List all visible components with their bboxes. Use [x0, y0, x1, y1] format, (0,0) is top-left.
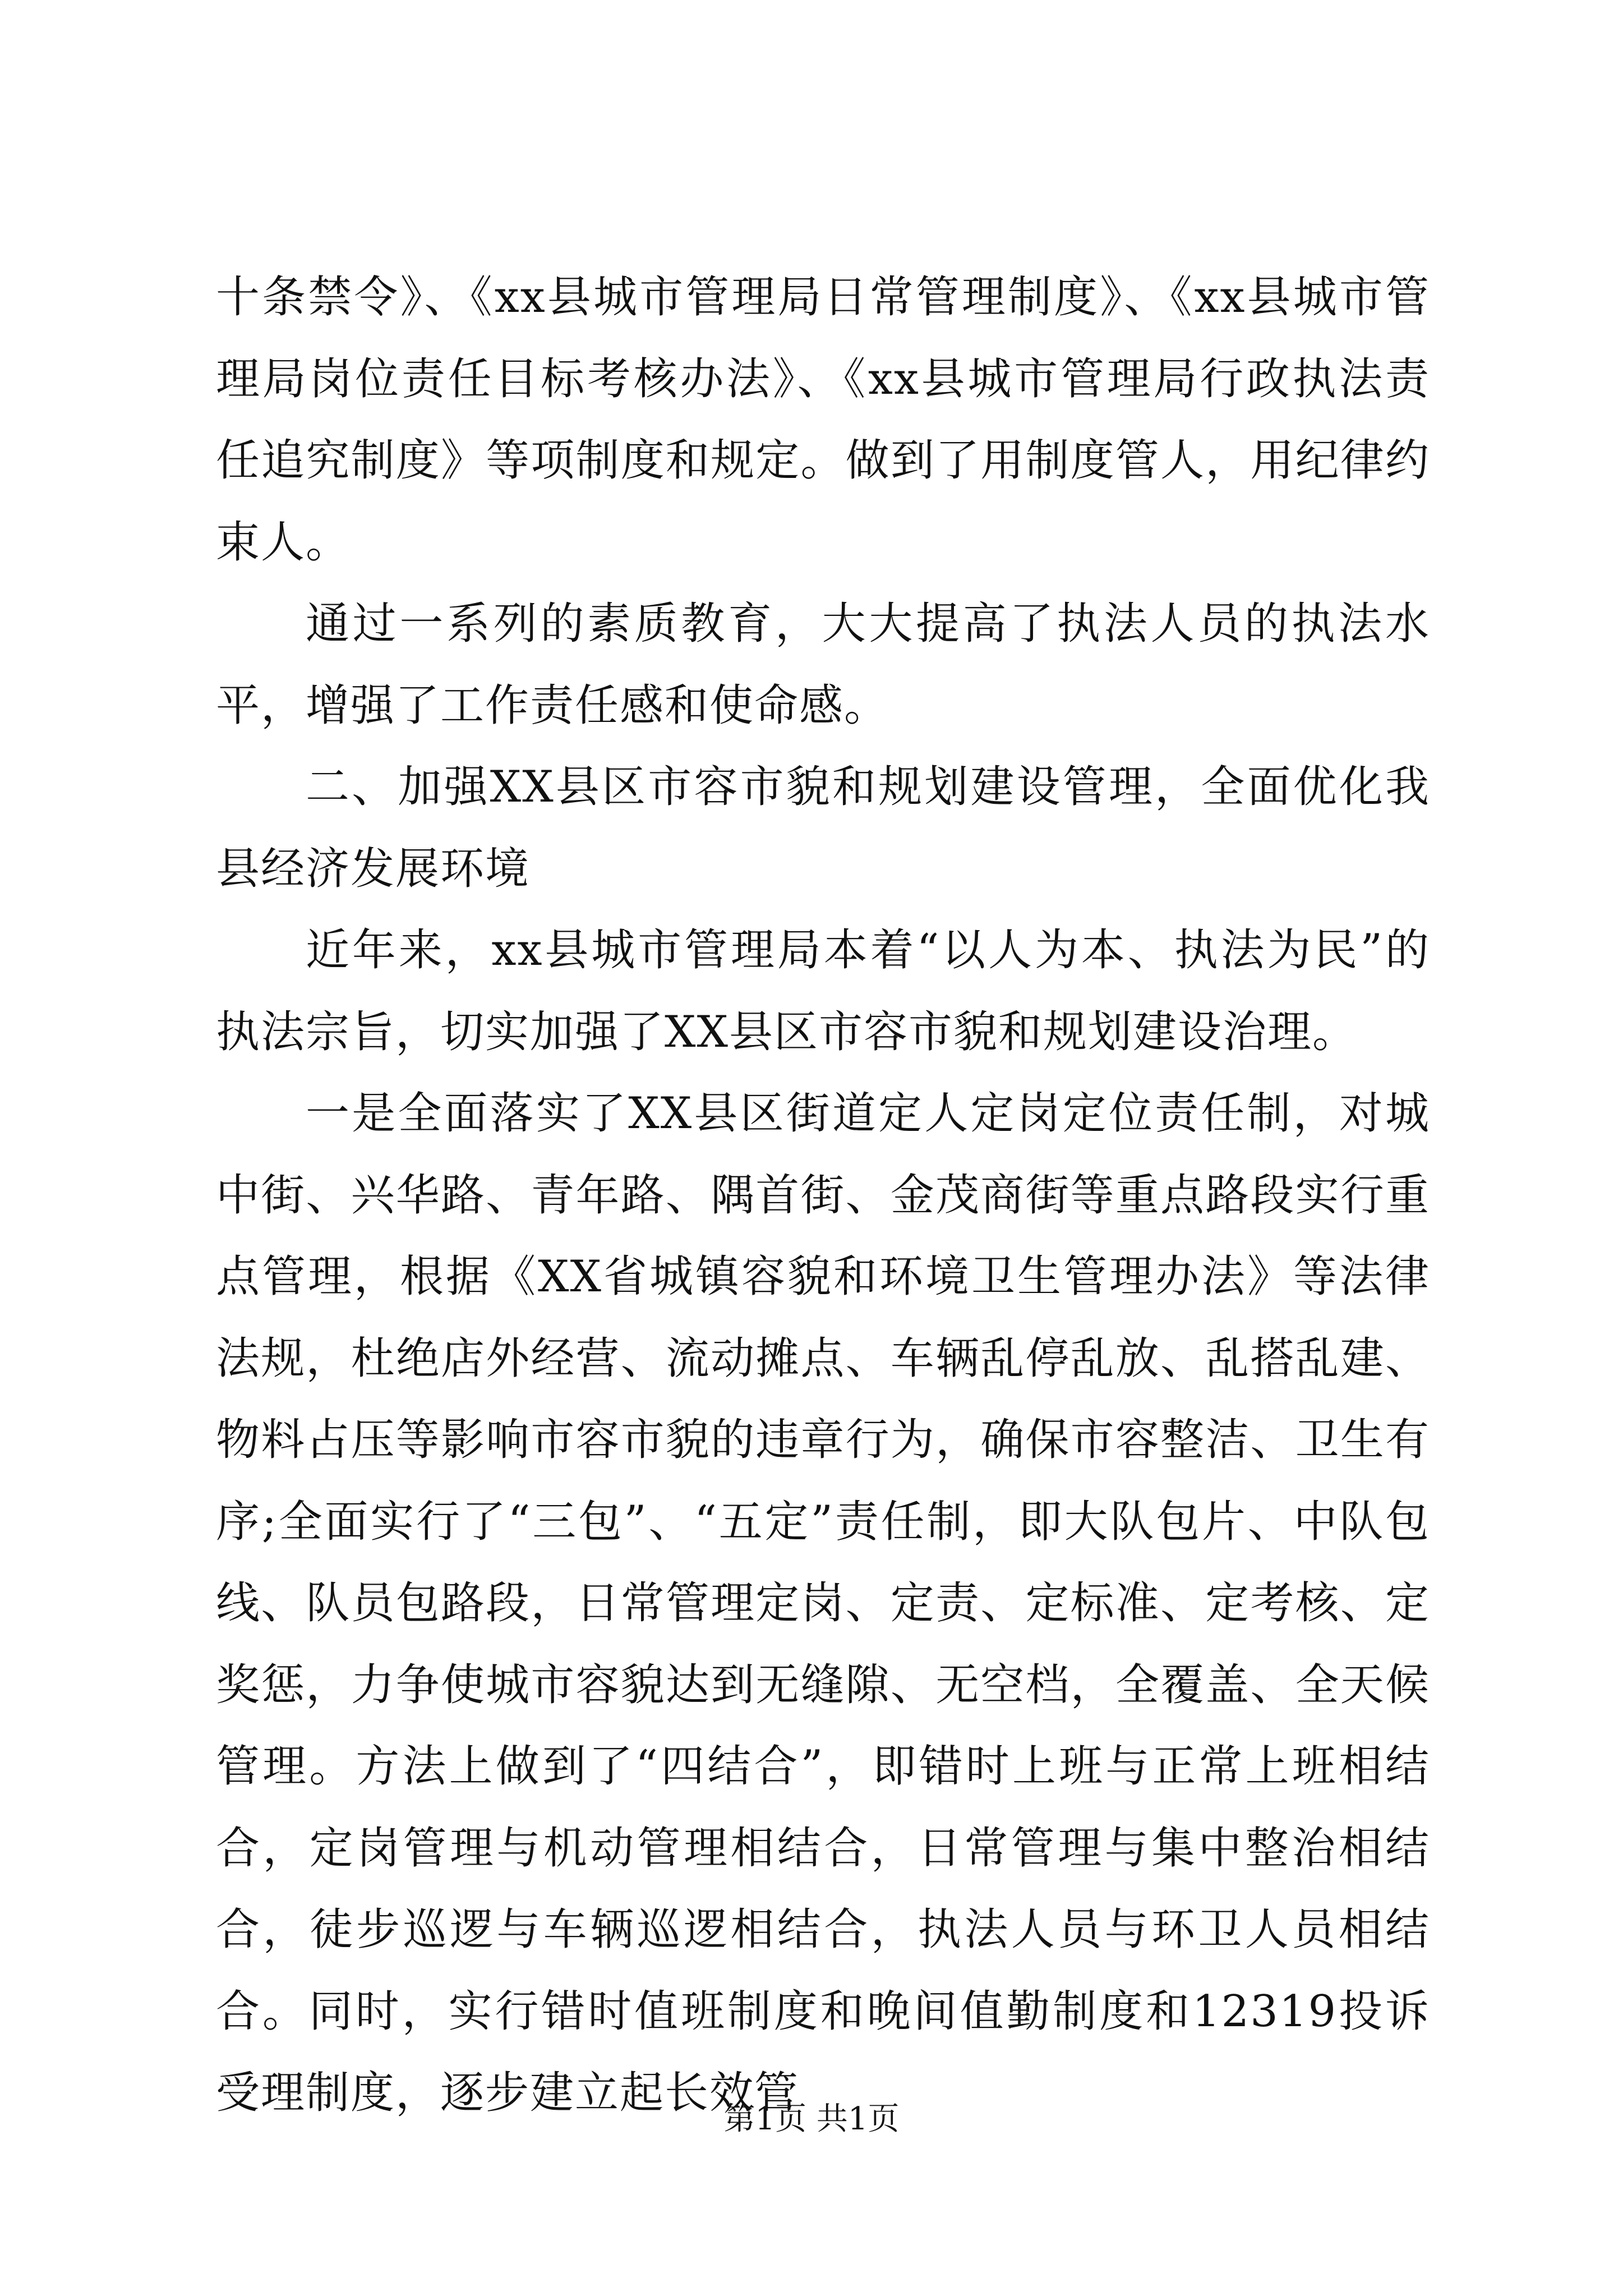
paragraph-intro: 近年来，xx县城市管理局本着“以人为本、执法为民”的执法宗旨，切实加强了XX县区市容市貌和规划建设治理。	[216, 925, 1430, 1057]
paragraph-measures: 一是全面落实了XX县区街道定人定岗定位责任制，对城中街、兴华路、青年路、隅首街、金茂商街等重点路段实行重点管理，根据《XX省城镇容貌和环境卫生管理办法》等法律法规，杜绝店外经营、流动摊点、车辆乱停乱放、乱搭乱建、物料占压等影响市容市貌的违章行为，确保市容整洁、卫生有序;全面实行了“三包”、“五定”责任制，即大队包片、中队包线、队员包路段，日常管理定岗、定责、定标准、定考核、定奖惩，力争使城市容貌达到无缝隙、无空档，全覆盖、全天候管理。方法上做到了“四结合”，即错时上班与正常上班相结合，定岗管理与机动管理相结合，日常管理与集中整治相结合，徒步巡逻与车辆巡逻相结合，执法人员与环卫人员相结合。同时，实行错时值班制度和晚间值勤制度和12319投诉受理制度，逐步建立起长效管	[216, 1088, 1430, 2118]
section-heading: 二、加强XX县区市容市貌和规划建设管理，全面优化我县经济发展环境	[216, 762, 1430, 894]
page-footer: 第1页 共1页	[723, 2101, 900, 2137]
paragraph-continuation: 十条禁令》、《xx县城市管理局日常管理制度》、《xx县城市管理局岗位责任目标考核办法》、《xx县城市管理局行政执法责任追究制度》等项制度和规定。做到了用制度管人，用纪律约束人。	[216, 272, 1430, 568]
body-text	[216, 257, 1430, 2134]
paragraph-education: 通过一系列的素质教育，大大提高了执法人员的执法水平，增强了工作责任感和使命感。	[216, 599, 1430, 731]
